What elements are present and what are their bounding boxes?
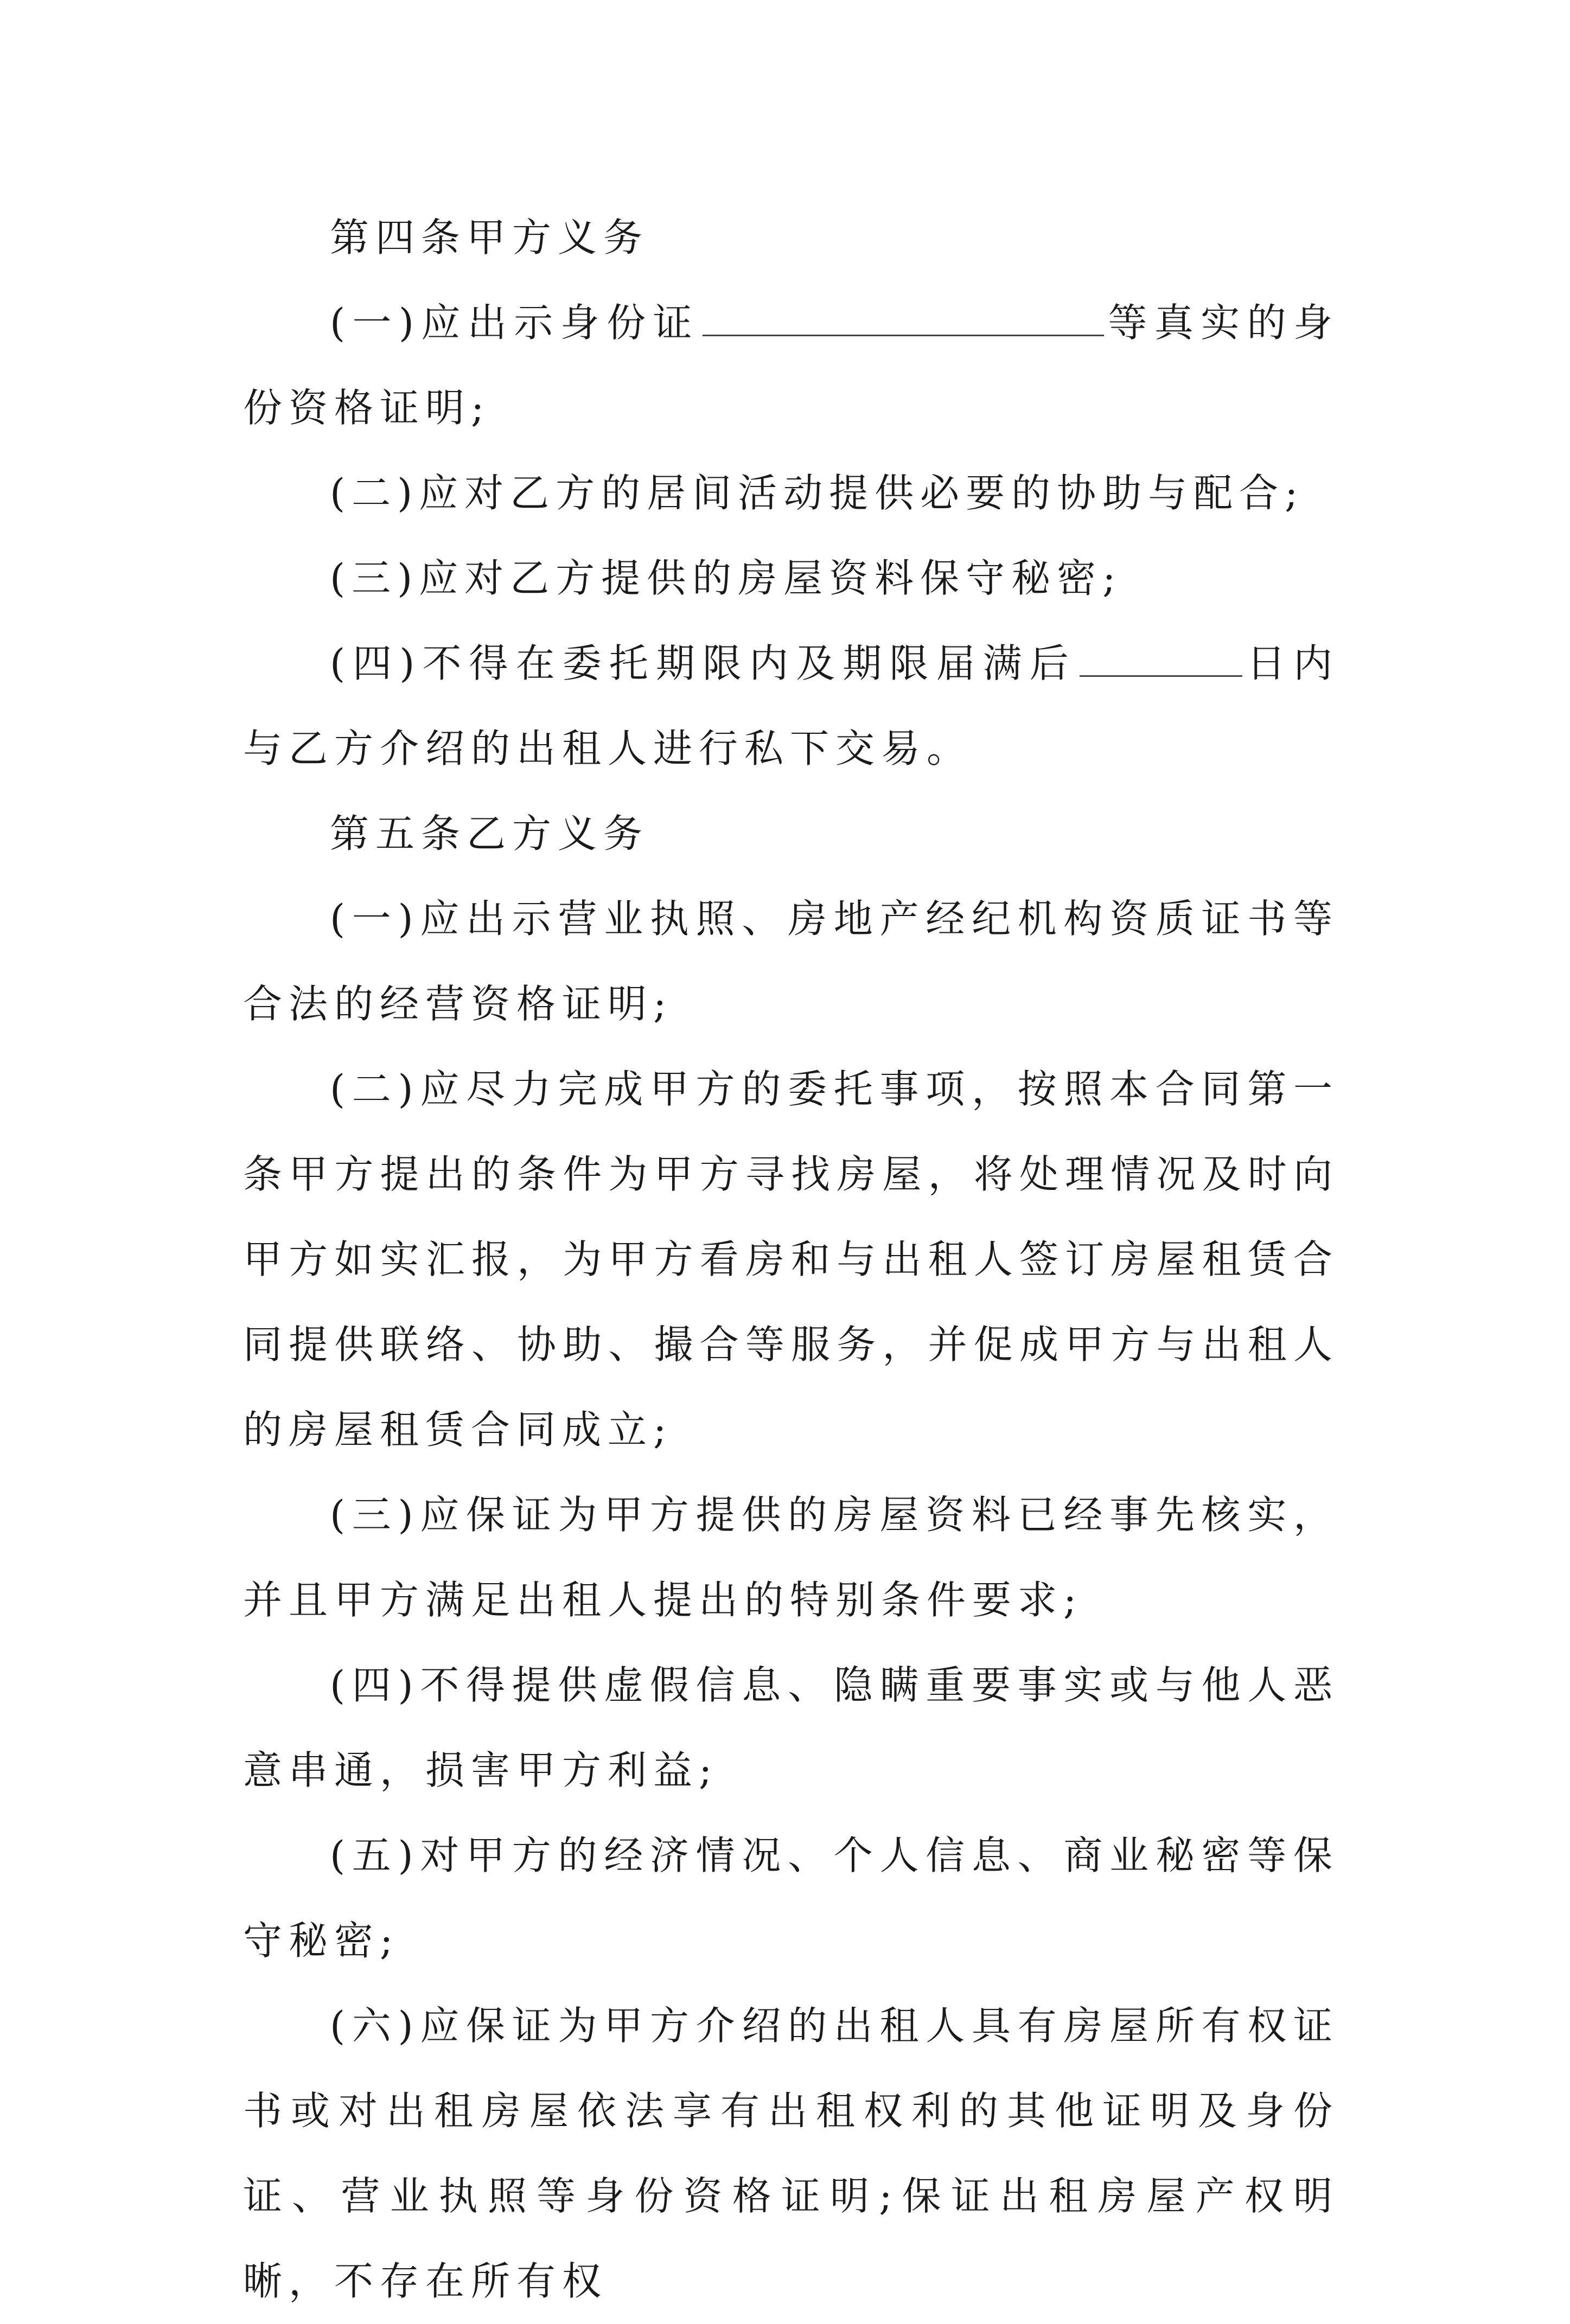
article-4-item-1: (一)应出示身份证 等真实的身份资格证明;: [243, 300, 1339, 431]
article-5-item-5: (五)对甲方的经济情况、个人信息、商业秘密等保守秘密;: [243, 1833, 1339, 1963]
article-5-heading: 第五条乙方义务: [330, 811, 649, 856]
article-4-heading: 第四条甲方义务: [330, 215, 649, 260]
document-body: [243, 195, 1339, 2324]
article-4-item-4: (四)不得在委托期限内及期限届满后 日内与乙方介绍的出租人进行私下交易。: [243, 641, 1339, 771]
article-5-item-6: (六)应保证为甲方介绍的出租人具有房屋所有权证书或对出租房屋依法享有出租权利的其他证明及身份证、营业执照等身份资格证明;保证出租房屋产权明晰，不存在所有权: [243, 2003, 1339, 2304]
article-5-item-3: (三)应保证为甲方提供的房屋资料已经事先核实，并且甲方满足出租人提出的特别条件要求;: [243, 1492, 1339, 1623]
article-4-item-3: (三)应对乙方提供的房屋资料保守秘密;: [330, 555, 1122, 601]
article-5-item-2: (二)应尽力完成甲方的委托事项，按照本合同第一条甲方提出的条件为甲方寻找房屋，将处理情况及时向甲方如实汇报，为甲方看房和与出租人签订房屋租赁合同提供联络、协助、撮合等服务，并促成甲方与出租人的房屋租赁合同成立;: [243, 1066, 1339, 1452]
id-blank-line: [703, 299, 1104, 336]
days-blank-line: [1080, 639, 1242, 677]
article-5-item-4: (四)不得提供虚假信息、隐瞒重要事实或与他人恶意串通，损害甲方利益;: [243, 1662, 1339, 1793]
article-4-item-2: (二)应对乙方的居间活动提供必要的协助与配合;: [330, 470, 1305, 516]
article-5-item-1: (一)应出示营业执照、房地产经纪机构资质证书等合法的经营资格证明;: [243, 896, 1339, 1027]
